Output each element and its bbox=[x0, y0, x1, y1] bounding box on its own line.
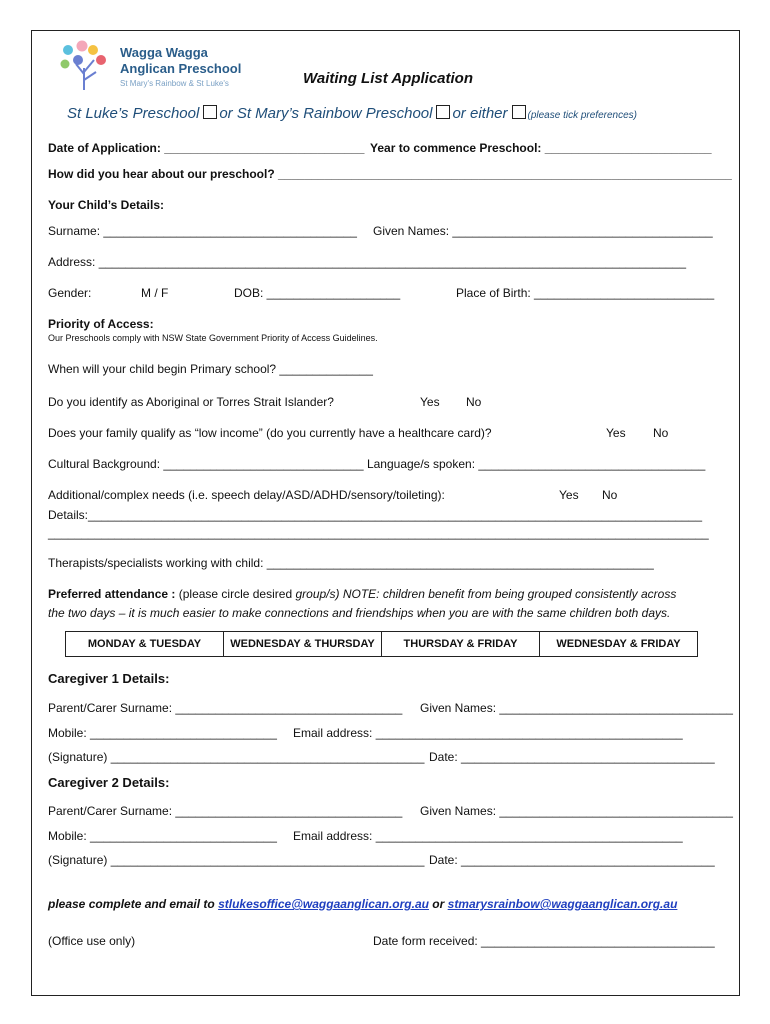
caregiver2-date-field[interactable]: Date: ______________________________________ bbox=[429, 853, 715, 867]
office-use-label: (Office use only) bbox=[48, 934, 136, 948]
primary-school-field[interactable]: When will your child begin Primary school? ______________ bbox=[48, 362, 373, 376]
caregiver1-mobile-field[interactable]: Mobile: ____________________________ bbox=[48, 726, 277, 740]
attendance-note2: NOTE: children benefit from being grouped consistently across bbox=[342, 587, 677, 601]
place-of-birth-field[interactable]: Place of Birth: ___________________________ bbox=[456, 286, 715, 300]
preference-line bbox=[67, 105, 637, 125]
date-received-field[interactable]: Date form received: ___________________________________ bbox=[373, 934, 715, 948]
option-thursday-friday[interactable]: THURSDAY & FRIDAY bbox=[382, 632, 540, 657]
st-marys-email-link[interactable]: stmarysrainbow@waggaanglican.org.au bbox=[447, 897, 678, 911]
logo-line2: Anglican Preschool bbox=[120, 61, 242, 76]
attendance-options-table bbox=[65, 631, 698, 657]
low-income-yes[interactable]: Yes bbox=[606, 426, 626, 440]
caregiver1-date-field[interactable]: Date: ______________________________________ bbox=[429, 750, 715, 764]
how-did-you-hear-field[interactable]: How did you hear about our preschool? ____________________________________________________________________ bbox=[48, 167, 732, 181]
attendance-line1 bbox=[48, 587, 676, 601]
st-lukes-label: St Luke’s Preschool bbox=[67, 105, 200, 122]
caregiver2-mobile-field[interactable]: Mobile: ____________________________ bbox=[48, 829, 277, 843]
logo-dot bbox=[77, 41, 88, 52]
details-field[interactable]: Details:____________________________________________________________________________________________ bbox=[48, 508, 703, 522]
st-marys-label: or St Mary’s Rainbow Preschool bbox=[219, 105, 433, 122]
additional-needs-no[interactable]: No bbox=[602, 488, 618, 502]
option-monday-tuesday[interactable]: MONDAY & TUESDAY bbox=[66, 632, 224, 657]
caregiver1-heading: Caregiver 1 Details: bbox=[48, 671, 170, 686]
date-of-application-field[interactable]: Date of Application: ______________________________ bbox=[48, 141, 365, 155]
attendance-note3: the two days – it is much easier to make connections and friendships when you are with the same children both days. bbox=[48, 606, 671, 620]
st-lukes-email-link[interactable]: stlukesoffice@waggaanglican.org.au bbox=[218, 897, 429, 911]
dob-field[interactable]: DOB: ____________________ bbox=[234, 286, 401, 300]
caregiver2-email-field[interactable]: Email address: ______________________________________________ bbox=[293, 829, 683, 843]
caregiver1-signature-field[interactable]: (Signature) _______________________________________________ bbox=[48, 750, 425, 764]
logo-dot bbox=[96, 55, 106, 65]
caregiver1-email-field[interactable]: Email address: ______________________________________________ bbox=[293, 726, 683, 740]
attendance-group: group/s) bbox=[295, 587, 340, 601]
preschool-logo-icon bbox=[56, 38, 114, 94]
caregiver2-surname-field[interactable]: Parent/Carer Surname: __________________________________ bbox=[48, 804, 403, 818]
st-lukes-checkbox[interactable] bbox=[203, 105, 217, 119]
logo-dot bbox=[88, 45, 98, 55]
aboriginal-question: Do you identify as Aboriginal or Torres Strait Islander? bbox=[48, 395, 334, 409]
email-prompt: please complete and email to bbox=[48, 897, 215, 911]
therapists-field[interactable]: Therapists/specialists working with child: __________________________________________________________ bbox=[48, 556, 654, 570]
child-details-heading: Your Child’s Details: bbox=[48, 198, 165, 212]
st-marys-checkbox[interactable] bbox=[436, 105, 450, 119]
logo-tagline: St Mary's Rainbow & St Luke's bbox=[120, 79, 229, 88]
either-label: or either bbox=[452, 105, 508, 122]
additional-needs-yes[interactable]: Yes bbox=[559, 488, 579, 502]
low-income-no[interactable]: No bbox=[653, 426, 669, 440]
attendance-label: Preferred attendance : bbox=[48, 587, 176, 601]
surname-field[interactable]: Surname: ______________________________________ bbox=[48, 224, 357, 238]
email-or: or bbox=[432, 897, 445, 911]
caregiver1-surname-field[interactable]: Parent/Carer Surname: __________________________________ bbox=[48, 701, 403, 715]
email-instruction bbox=[48, 897, 677, 911]
priority-note: Our Preschools comply with NSW State Government Priority of Access Guidelines. bbox=[48, 333, 378, 343]
cultural-language-field[interactable]: Cultural Background: ______________________________ Language/s spoken: __________________________________ bbox=[48, 457, 706, 471]
address-field[interactable]: Address: ________________________________________________________________________________________ bbox=[48, 255, 686, 269]
option-wednesday-thursday[interactable]: WEDNESDAY & THURSDAY bbox=[224, 632, 382, 657]
either-checkbox[interactable] bbox=[512, 105, 526, 119]
given-names-field[interactable]: Given Names: _______________________________________ bbox=[373, 224, 713, 238]
additional-needs-question: Additional/complex needs (i.e. speech delay/ASD/ADHD/sensory/toileting): bbox=[48, 488, 445, 502]
year-commence-field[interactable]: Year to commence Preschool: _________________________ bbox=[370, 141, 712, 155]
caregiver1-given-field[interactable]: Given Names: ___________________________________ bbox=[420, 701, 733, 715]
form-title: Waiting List Application bbox=[303, 70, 473, 87]
logo-dot bbox=[63, 45, 73, 55]
caregiver2-heading: Caregiver 2 Details: bbox=[48, 775, 170, 790]
priority-heading: Priority of Access: bbox=[48, 317, 154, 331]
logo-line1: Wagga Wagga bbox=[120, 45, 208, 60]
logo-dot bbox=[61, 60, 70, 69]
gender-label: Gender: bbox=[48, 286, 92, 300]
caregiver2-signature-field[interactable]: (Signature) _______________________________________________ bbox=[48, 853, 425, 867]
aboriginal-no[interactable]: No bbox=[466, 395, 482, 409]
logo-dot bbox=[73, 55, 83, 65]
details-field-line2[interactable]: ___________________________________________________________________________________________________ bbox=[48, 526, 709, 540]
gender-options[interactable]: M / F bbox=[141, 286, 169, 300]
option-wednesday-friday[interactable]: WEDNESDAY & FRIDAY bbox=[540, 632, 698, 657]
low-income-question: Does your family qualify as “low income” (do you currently have a healthcare card)? bbox=[48, 426, 492, 440]
aboriginal-yes[interactable]: Yes bbox=[420, 395, 440, 409]
caregiver2-given-field[interactable]: Given Names: ___________________________________ bbox=[420, 804, 733, 818]
preference-note: (please tick preferences) bbox=[527, 110, 637, 121]
attendance-note: (please circle desired bbox=[178, 587, 293, 601]
